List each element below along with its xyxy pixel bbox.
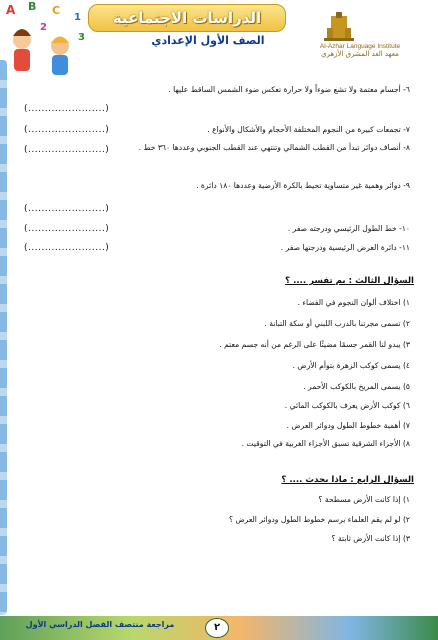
footer-text: مراجعة منتصف الفصل الدراسي الأول <box>25 620 175 629</box>
answer-blank: (.......................) <box>24 125 110 135</box>
institute-name-ar: معهد الغد المشرق الأزهري <box>321 50 399 58</box>
answer-blank: (.......................) <box>24 243 110 253</box>
question-text: ١٠- خط الطول الرئيسي ودرجته صفر . <box>287 224 410 233</box>
page-title: الدراسات الاجتماعية <box>112 9 262 27</box>
question-text: ٧- تجمعات كبيرة من النجوم المختلفة الأحجام والأشكال والأنواع . <box>207 125 410 134</box>
section-heading: السؤال الثالث : بم تفسر .... ؟ <box>285 276 414 286</box>
worksheet-page: A B C 1 2 3 الدراسات الاجتماعية الصف الأول الإعدادي Al-Azhar Language Institute معهد الغد المشرق الأزهري ٦- أجسام معتمة ولا تشع ضوءاً ولا حرارة تعكس ضوء الشمس الساقط عليها . (.......................) ٧- تجمعات كبيرة من النجوم المختلفة الأحجام والأشكال والأنواع . (.......................) ٨- أنصاف دوائر تبدأ من القطب الشمالي وتنتهي عند القطب الجنوبي وعددها ٣٦٠ خط . (.......................) ٩- دوائر وهمية غير متساوية تحيط بالكرة الأرضية وعددها ١٨٠ دائرة . (.......................) ١٠- خط الطول الرئيسي ودرجته صفر . (.......................) ١١- دائرة العرض الرئيسية ودرجتها صفر . (.......................) السؤال الثالث : بم تفسر .... ؟ ١) اختلاف ألوان النجوم في الفضاء . ٢) تسمى مجرتنا بالدرب اللبني أو سكة التبانة . ٣) يبدو لنا القمر جسمًا مضيئًا على الرغم من أنه جسم معتم . ٤) يسمى كوكب الزهرة بتوأم الأرض . ٥) يسمى المريخ بالكوكب الأحمر . ٦) كوكب الأرض يعرف بالكوكب المائي . ٧) أهمية خطوط الطول ودوائر العرض . ٨) الأجزاء الشرقية تسبق الأجزاء الغربية في التوقيت . السؤال الرابع : ماذا يحدث .... ؟ ١) إذا كانت الأرض مسطحة ؟ ٢) لو لم يقم العلماء برسم خطوط الطول ودوائر العرض ؟ ٣) إذا كانت الأرض ثابتة ؟ مراجعة منتصف الفصل الدراسي الأول ٢ <box>0 0 438 640</box>
answer-blank: (.......................) <box>24 145 110 155</box>
question-text: ٩- دوائر وهمية غير متساوية تحيط بالكرة الأرضية وعددها ١٨٠ دائرة . <box>196 181 410 190</box>
question-text: ٦- أجسام معتمة ولا تشع ضوءاً ولا حرارة تعكس ضوء الشمس الساقط عليها . <box>168 85 410 94</box>
kids-illustration <box>0 0 92 92</box>
answer-blank: (.......................) <box>24 204 110 214</box>
answer-blank: (.......................) <box>24 224 110 234</box>
page-header <box>0 0 438 58</box>
decorative-border <box>0 60 7 615</box>
page-number: ٢ <box>205 618 229 638</box>
letter-b: B <box>28 0 37 13</box>
section-heading: السؤال الرابع : ماذا يحدث .... ؟ <box>281 475 414 485</box>
question-text: ٨- أنصاف دوائر تبدأ من القطب الشمالي وتنتهي عند القطب الجنوبي وعددها ٣٦٠ خط . <box>138 143 410 152</box>
question-text: ١١- دائرة العرض الرئيسية ودرجتها صفر . <box>280 243 410 252</box>
digit-1: 1 <box>74 12 81 23</box>
digit-2: 2 <box>40 22 47 33</box>
institute-logo-icon <box>322 10 356 44</box>
grade-label: الصف الأول الإعدادي <box>151 34 265 47</box>
digit-3: 3 <box>78 32 85 43</box>
answer-blank: (.......................) <box>24 104 110 114</box>
institute-name-en: Al-Azhar Language Institute <box>319 43 401 50</box>
letter-c: C <box>52 4 61 17</box>
letter-a: A <box>6 3 16 17</box>
title-banner <box>88 4 286 32</box>
